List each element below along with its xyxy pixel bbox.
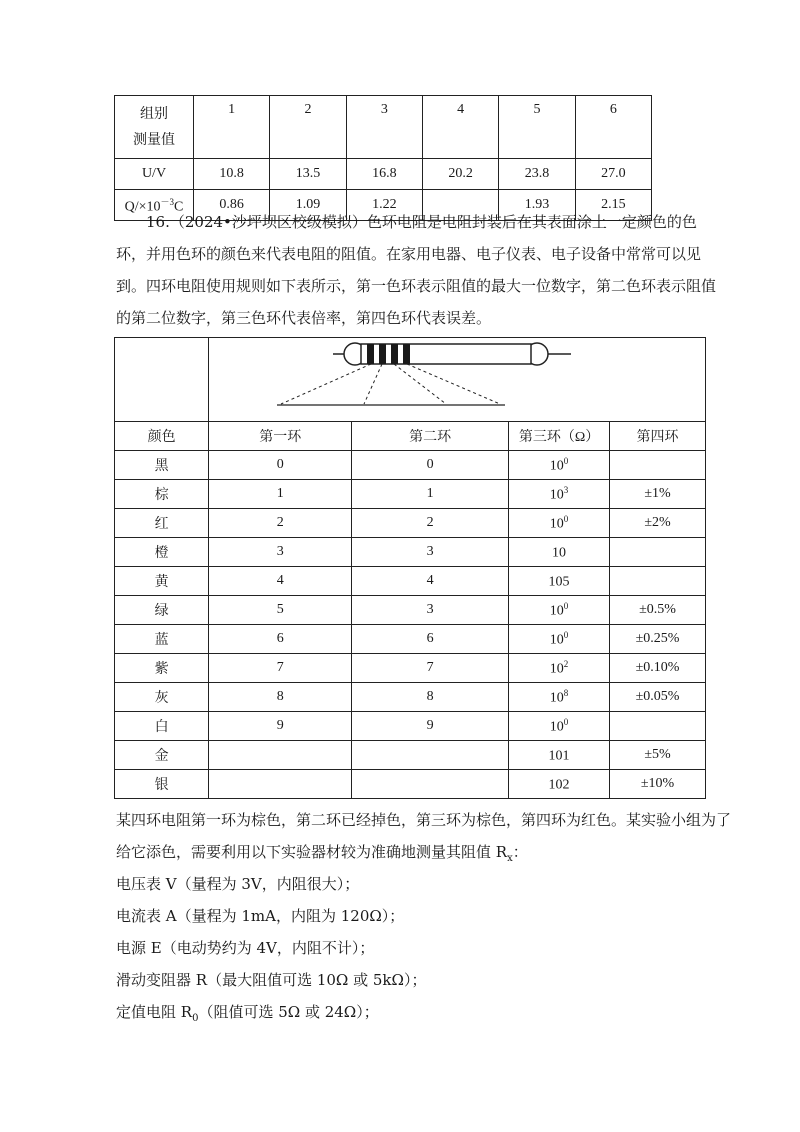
color-cell: 红 (115, 509, 209, 538)
second-cell: 0 (352, 451, 509, 480)
header-second-ring: 第二环 (352, 422, 509, 451)
table-row (115, 654, 706, 683)
body-text: ： (512, 843, 528, 861)
first-cell: 7 (209, 654, 352, 683)
exponent: －3 (160, 196, 175, 207)
third-base: 105 (548, 574, 570, 590)
body-line (116, 836, 716, 868)
color-cell: 绿 (115, 596, 209, 625)
second-cell: 6 (352, 625, 509, 654)
color-cell: 紫 (115, 654, 209, 683)
third-cell (509, 596, 610, 625)
table-row (115, 596, 706, 625)
subscript: x (507, 853, 513, 864)
third-base: 10 (549, 603, 564, 619)
third-cell (509, 712, 610, 741)
equipment-rheostat: 滑动变阻器 R（最大阻值可选 10Ω 或 5kΩ）； (116, 971, 427, 989)
table-header-row (115, 422, 706, 451)
third-cell (509, 509, 610, 538)
second-cell: 4 (352, 567, 509, 596)
table-row (115, 509, 706, 538)
table-row (115, 159, 652, 190)
unit: C (174, 199, 184, 215)
first-cell (209, 770, 352, 799)
color-cell: 橙 (115, 538, 209, 567)
table-cell: 1.22 (346, 190, 422, 221)
first-cell: 8 (209, 683, 352, 712)
resistor-diagram (217, 338, 697, 416)
third-exponent: 2 (563, 658, 569, 669)
header-color: 颜色 (115, 422, 209, 451)
fourth-cell: ±0.10% (610, 654, 706, 683)
group-number: 4 (422, 96, 498, 159)
problem-body (116, 804, 732, 1028)
third-exponent: 8 (563, 687, 569, 698)
table-row (115, 625, 706, 654)
third-base: 10 (549, 719, 564, 735)
problem-text: （2024•沙坪坝区校级模拟）色环电阻是电阻封装后在其表面涂上一定颜色的色环，并用色环的颜色来代表电阻的阻值。在家用电器、电子仪表、电子设备中常常可以见到。四环电阻使用规则如下表所示，第一色环表示阻值的最大一位数字，第二色环表示阻值的第二位数字，第三色环代表倍率，第四色环代表误差。 (116, 213, 717, 327)
color-code-table (114, 337, 706, 799)
table-row (115, 451, 706, 480)
table-row (115, 538, 706, 567)
group-number: 5 (499, 96, 575, 159)
table-row (115, 338, 706, 422)
second-cell: 9 (352, 712, 509, 741)
fourth-cell (610, 451, 706, 480)
third-base: 10 (549, 516, 564, 532)
second-cell: 3 (352, 596, 509, 625)
color-cell: 蓝 (115, 625, 209, 654)
fourth-cell: ±0.25% (610, 625, 706, 654)
table-cell: 1.93 (499, 190, 575, 221)
second-cell (352, 770, 509, 799)
fourth-cell: ±2% (610, 509, 706, 538)
color-cell: 白 (115, 712, 209, 741)
second-cell: 2 (352, 509, 509, 538)
resistor-diagram-cell (209, 338, 706, 422)
third-cell (509, 683, 610, 712)
table-cell: 23.8 (499, 159, 575, 190)
third-exponent: 0 (563, 513, 569, 524)
color-cell: 灰 (115, 683, 209, 712)
color-cell: 黄 (115, 567, 209, 596)
table-row (115, 712, 706, 741)
third-base: 101 (548, 748, 570, 764)
second-cell: 7 (352, 654, 509, 683)
empty-cell (115, 338, 209, 422)
first-cell: 6 (209, 625, 352, 654)
fourth-cell: ±10% (610, 770, 706, 799)
fourth-cell: ±0.05% (610, 683, 706, 712)
fourth-cell: ±1% (610, 480, 706, 509)
body-text: 定值电阻 R (116, 1003, 193, 1021)
fourth-cell (610, 538, 706, 567)
fourth-cell (610, 712, 706, 741)
third-base: 102 (548, 777, 570, 793)
third-exponent: 0 (563, 455, 569, 466)
fourth-cell (610, 567, 706, 596)
third-base: 10 (549, 661, 564, 677)
third-exponent: 0 (563, 716, 569, 727)
table-cell: 1.09 (270, 190, 346, 221)
third-cell (509, 567, 610, 596)
fourth-cell: ±5% (610, 741, 706, 770)
third-exponent: 0 (563, 600, 569, 611)
problem-number: 16. (146, 213, 170, 231)
body-text: （阻值可选 5Ω 或 24Ω）； (198, 1003, 379, 1021)
third-cell (509, 770, 610, 799)
table-row (115, 96, 652, 159)
table-row (115, 567, 706, 596)
first-cell: 4 (209, 567, 352, 596)
equipment-ammeter: 电流表 A（量程为 1mA，内阻为 120Ω）； (116, 907, 405, 925)
table-row (115, 683, 706, 712)
color-cell: 棕 (115, 480, 209, 509)
third-base: 10 (549, 487, 564, 503)
first-cell: 1 (209, 480, 352, 509)
body-line: 某四环电阻第一环为棕色，第二环已经掉色，第三环为棕色，第四环为红色。某实验小组为了 (116, 811, 732, 829)
equipment-fixed-resistor (116, 996, 716, 1028)
third-cell (509, 741, 610, 770)
first-cell: 9 (209, 712, 352, 741)
first-cell: 0 (209, 451, 352, 480)
third-cell (509, 654, 610, 683)
equipment-power-source: 电源 E（电动势约为 4V，内阻不计）； (116, 939, 375, 957)
group-number: 1 (194, 96, 270, 159)
table-cell: 27.0 (575, 159, 651, 190)
group-number: 6 (575, 96, 651, 159)
measurement-table (114, 95, 652, 221)
second-cell: 1 (352, 480, 509, 509)
table-cell: 10.8 (194, 159, 270, 190)
third-base: 10 (552, 545, 567, 561)
header-first-ring: 第一环 (209, 422, 352, 451)
table-cell: 20.2 (422, 159, 498, 190)
fourth-cell: ±0.5% (610, 596, 706, 625)
color-cell: 黑 (115, 451, 209, 480)
row-label: U/V (115, 159, 194, 190)
table-row (115, 480, 706, 509)
table-row (115, 770, 706, 799)
header-third-ring: 第三环（Ω） (509, 422, 610, 451)
group-number: 3 (346, 96, 422, 159)
third-cell (509, 538, 610, 567)
table-cell: 13.5 (270, 159, 346, 190)
first-cell (209, 741, 352, 770)
color-cell: 银 (115, 770, 209, 799)
group-label: 组别 (140, 107, 168, 122)
second-cell: 3 (352, 538, 509, 567)
equipment-voltmeter: 电压表 V（量程为 3V，内阻很大）； (116, 875, 360, 893)
problem-intro (116, 206, 716, 334)
second-cell (352, 741, 509, 770)
subscript: 0 (192, 1013, 199, 1024)
table-header-cell (115, 96, 194, 159)
third-exponent: 0 (563, 629, 569, 640)
third-base: 10 (549, 690, 564, 706)
table-cell: 0.86 (194, 190, 270, 221)
third-cell (509, 451, 610, 480)
third-base: 10 (549, 632, 564, 648)
measure-label: 测量值 (133, 133, 175, 148)
table-row (115, 741, 706, 770)
second-cell: 8 (352, 683, 509, 712)
row-label-text: Q/×10 (124, 199, 161, 215)
body-text: 给它添色，需要利用以下实验器材较为准确地测量其阻值 R (116, 843, 508, 861)
first-cell: 5 (209, 596, 352, 625)
group-number: 2 (270, 96, 346, 159)
third-cell (509, 480, 610, 509)
third-cell (509, 625, 610, 654)
table-cell: 16.8 (346, 159, 422, 190)
first-cell: 3 (209, 538, 352, 567)
third-exponent: 3 (563, 484, 569, 495)
third-base: 10 (549, 458, 564, 474)
color-cell: 金 (115, 741, 209, 770)
header-fourth-ring: 第四环 (610, 422, 706, 451)
table-cell: 2.15 (575, 190, 651, 221)
first-cell: 2 (209, 509, 352, 538)
